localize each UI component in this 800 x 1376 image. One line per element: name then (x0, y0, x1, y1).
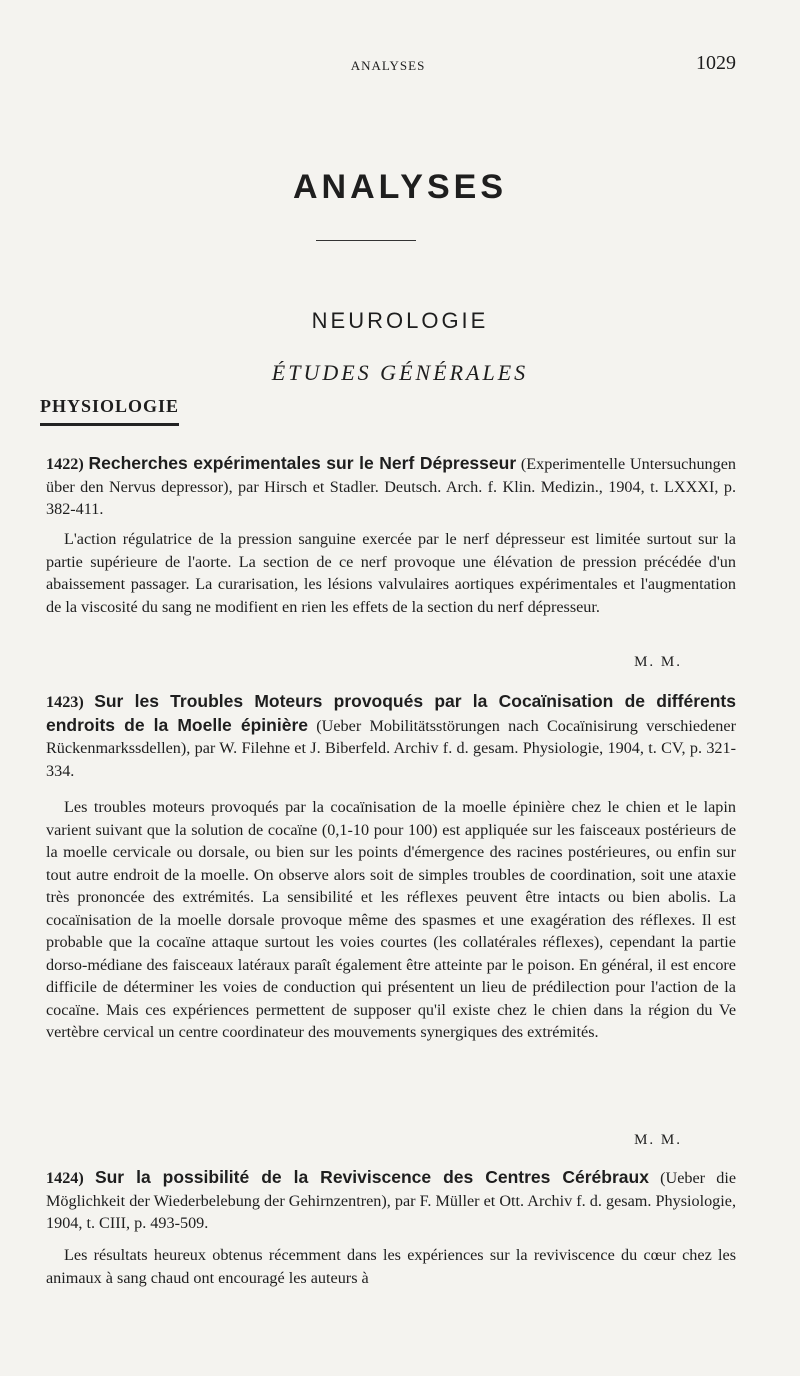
entry-body: L'action régulatrice de la pression sanguine exercée par le nerf dépresseur est limitée surtout sur la partie supérieure de l'aorte. La section de ce nerf provoque une élévation de pression précédée d'un abaissement passager. La curarisation, les lésions valvulaires aortiques expérimentales et l'augmentation de la viscosité du sang ne modifient en rien les effets de la section du nerf dépresseur. (46, 530, 736, 616)
entry-number: 1422) (46, 455, 84, 473)
section-title: NEUROLOGIE (311, 308, 489, 333)
entry-citation: (Ueber Mobilitätsstörungen nach Cocaïnisirung verschiedener Rückenmarkssdellen), par W. Filehne et J. Biberfeld. Archiv f. d. gesam. Physiologie, 1904, t. CV, p. 321-334. (46, 716, 736, 780)
entry-number: 1424) (46, 1169, 84, 1187)
entry-signature: M. M. (634, 654, 682, 670)
entry-title: Sur les Troubles Moteurs provoqués par la Cocaïnisation de différents endroits de la Moelle épinière (46, 691, 736, 735)
subsection-title: ÉTUDES GÉNÉRALES (271, 360, 529, 385)
entry-heading (46, 452, 736, 521)
running-header (40, 52, 736, 80)
title-divider (316, 240, 416, 241)
entry-heading (46, 690, 736, 782)
entry-signature: M. M. (634, 1132, 682, 1148)
entry-body: Les résultats heureux obtenus récemment dans les expériences sur la reviviscence du cœur chez les animaux à sang chaud ont encouragé les auteurs à (46, 1246, 736, 1287)
running-title: ANALYSES (350, 58, 426, 73)
page-title: ANALYSES (292, 168, 508, 206)
entry-title: Sur la possibilité de la Reviviscence des Centres Cérébraux (94, 1167, 649, 1187)
entry-citation: (Experimentelle Untersuchungen über den Nervus depressor), par Hirsch et Stadler. Deutsch. Arch. f. Klin. Medizin., 1904, t. LXXXI, p. 382-411. (46, 455, 736, 518)
entry-heading (46, 1166, 736, 1235)
entry-body: Les troubles moteurs provoqués par la cocaïnisation de la moelle épinière chez le chien et le lapin varient suivant que la solution de cocaïne (0,1-10 pour 100) est appliquée sur les faisceaux postérieurs de la moelle cervicale ou dorsale, ou bien sur les points d'émergence des racines postérieures, ou enfin sur tout autre endroit de la moelle. On observe alors soit de simples troubles de coordination, soit une ataxie très prononcée des extrémités. La sensibilité et les réflexes peuvent être intacts ou bien abolis. La cocaïnisation de la moelle dorsale provoque même des spasmes et une exagération des réflexes. Il est probable que la cocaïne attaque surtout les voies courtes (les collatérales réflexes), cependant la partie dorso-médiane des faisceaux latéraux paraît également être atteinte par le poison. En général, il est encore difficile de déterminer les voies de conduction qui présentent un lieu de prédilection pour l'action de la cocaïne. Mais ces expériences permettent de supposer qu'il existe chez le chien dans la région du Ve vertèbre cervical un centre coordinateur des mouvements synergiques des extrémités. (46, 798, 736, 1041)
entry-citation: (Ueber die Möglichkeit der Wiederbelebung der Gehirnzentren), par F. Müller et Ott. Archiv f. d. gesam. Physiologie, 1904, t. CIII, p. 493-509. (46, 1169, 737, 1232)
category-title: PHYSIOLOGIE (40, 396, 179, 426)
entry-number: 1423) (46, 693, 84, 711)
page-number: 1029 (696, 52, 736, 74)
entry-title: Recherches expérimentales sur le Nerf Dépresseur (88, 453, 517, 473)
